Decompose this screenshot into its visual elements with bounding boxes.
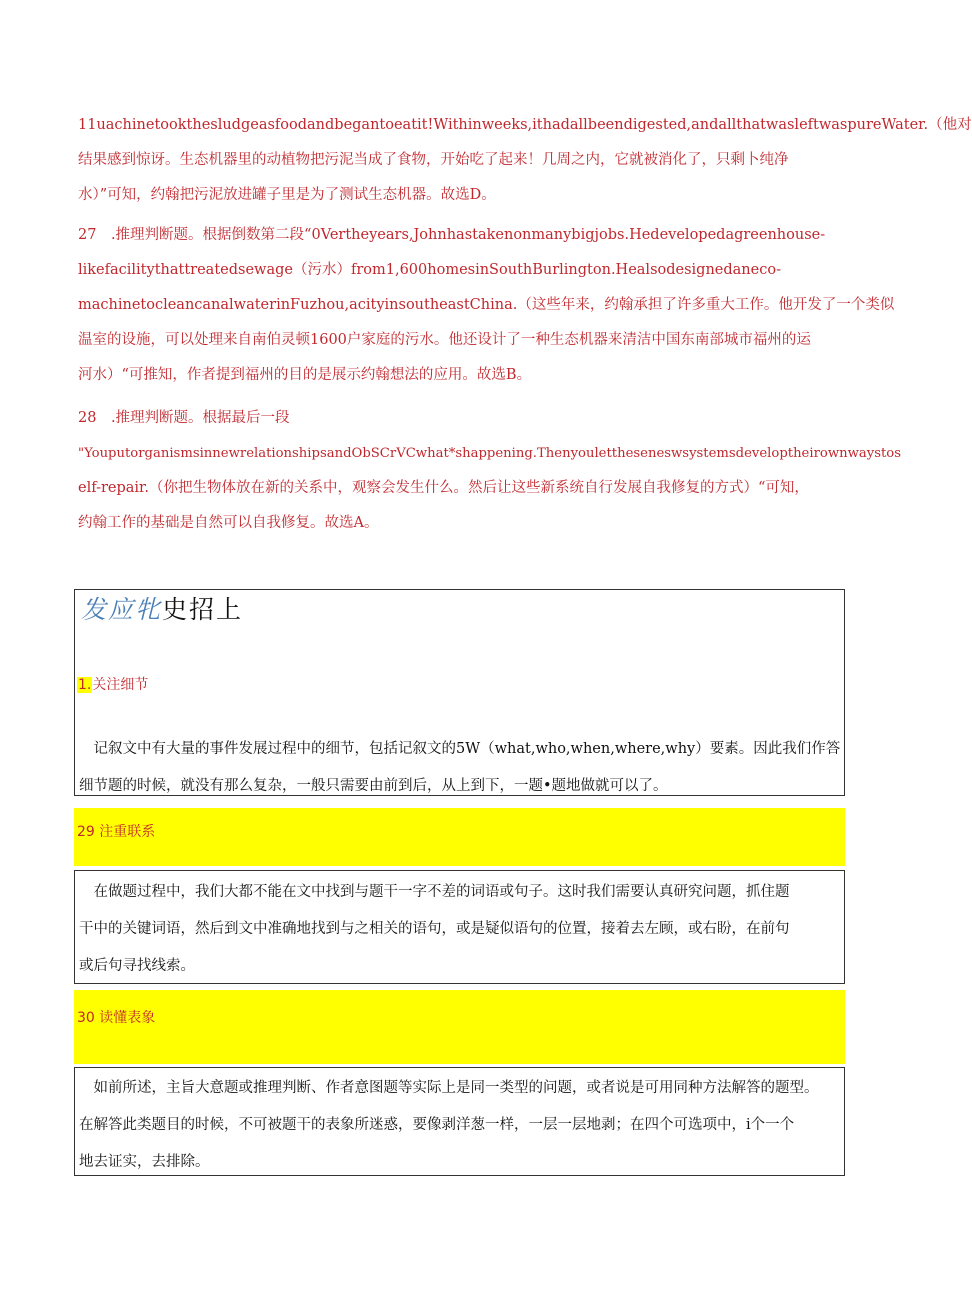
section-label: 关注细节 <box>92 677 149 693</box>
text-line: 水）”可知，约翰把污泥放进罐子里是为了测试生态机器。故选D。 <box>78 187 496 203</box>
tips-title-part2: 史招上 <box>162 595 244 624</box>
text-line: 河水）“可推知，作者提到福州的目的是展示约翰想法的应用。故选B。 <box>78 367 532 383</box>
text-line: 11uachinetookthesludgeasfoodandbegantoeatit!Withinweeks,ithadallbeendigested,andallthatwasleftwaspureWater.（他对 <box>78 117 972 133</box>
text-line: 记叙文中有大量的事件发展过程中的细节，包括记叙文的5W（what,who,when,where,why）要素。因此我们作答 <box>79 741 841 757</box>
section-heading-band-2 <box>74 808 845 866</box>
section-body-3 <box>79 1070 840 1181</box>
section-box-2 <box>74 870 845 984</box>
section-box-3 <box>74 1067 845 1176</box>
section-heading-1 <box>77 674 148 694</box>
tips-box <box>74 589 845 796</box>
section-heading-2: 29 注重联系 <box>77 824 156 840</box>
answer-explanation-28 <box>78 401 901 541</box>
text-line: 地去证实，去排除。 <box>79 1154 210 1170</box>
tips-title-part1: 发应牝 <box>81 595 163 624</box>
section-number: 1. <box>78 677 92 693</box>
text-line: "YouputorganismsinnewrelationshipsandObSCrVCwhat*shappening.Thenyoulettheseneswsystemsdeveloptheirownwaystos <box>78 446 901 461</box>
section-heading-band-3 <box>74 990 845 1064</box>
text-line: machinetocleancanalwaterinFuzhou,acityinsoutheastChina.（这些年来，约翰承担了许多重大工作。他开发了一个类似 <box>78 297 895 313</box>
text-line: 干中的关键词语，然后到文中准确地找到与之相关的语句，或是疑似语句的位置，接着去左顾，或右盼，在前句 <box>79 921 790 937</box>
text-line: 结果感到惊讶。生态机器里的动植物把污泥当成了食物，开始吃了起来！几周之内，它就被消化了，只剩卜纯净 <box>78 152 789 168</box>
section-heading-3: 30 读懂表象 <box>77 1010 156 1026</box>
text-line: 28 .推理判断题。根据最后一段 <box>78 410 290 426</box>
tips-title <box>81 592 243 628</box>
text-line: 约翰工作的基础是自然可以自我修复。故选A。 <box>78 515 379 531</box>
text-line: 如前所述，主旨大意题或推理判断、作者意图题等实际上是同一类型的问题，或者说是可用同种方法解答的题型。 <box>79 1080 819 1096</box>
section-body-1 <box>79 731 840 805</box>
section-body-2 <box>79 874 840 985</box>
text-line: 或后句寻找线索。 <box>79 958 195 974</box>
text-line: 在解答此类题目的时候，不可被题干的表象所迷惑，要像剥洋葱一样，一层一层地剥；在四个可选项中，i个一个 <box>79 1117 795 1133</box>
answer-explanation-26 <box>78 108 972 213</box>
text-line: elf-repair.（你把生物体放在新的关系中，观察会发生什么。然后让这些新系统自行发展自我修复的方式）“可知， <box>78 480 809 496</box>
text-line: 27 .推理判断题。根据倒数第二段“0Vertheyears,Johnhastakenonmanybigjobs.Hedevelopedagreenhouse- <box>78 227 826 243</box>
text-line: 在做题过程中，我们大都不能在文中找到与题干一字不差的词语或句子。这时我们需要认真研究问题，抓住题 <box>79 884 790 900</box>
text-line: 温室的设施，可以处理来自南伯灵顿1600户家庭的污水。他还设计了一种生态机器来清洁中国东南部城市福州的运 <box>78 332 811 348</box>
answer-explanation-27 <box>78 218 895 393</box>
text-line: 细节题的时候，就没有那么复杂，一般只需要由前到后，从上到下，一题•题地做就可以了。 <box>79 778 668 794</box>
text-line: likefacilitythattreatedsewage（污水）from1,600homesinSouthBurlington.Healsodesignedaneco- <box>78 262 781 278</box>
